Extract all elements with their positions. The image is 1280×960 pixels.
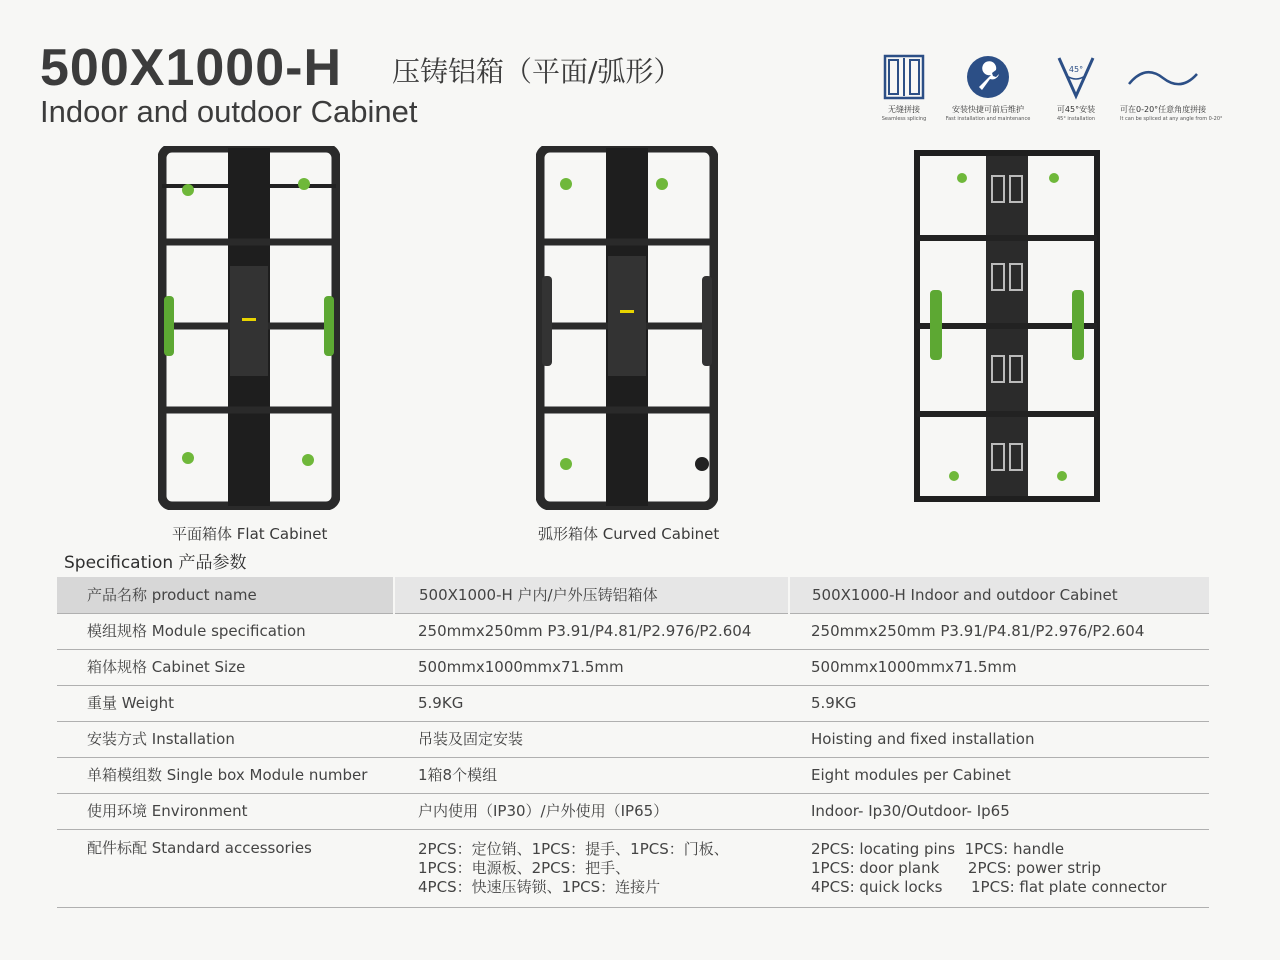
accessories-en: 2PCS: locating pins 1PCS: handle 1PCS: door plank 2PCS: power strip 4PCS: quick locks 1PCS: flat plate connector bbox=[789, 829, 1209, 907]
row-value-en: 500mmx1000mmx71.5mm bbox=[789, 649, 1209, 685]
row-label: 配件标配 Standard accessories bbox=[57, 829, 394, 907]
row-value-cn: 500mmx1000mmx71.5mm bbox=[394, 649, 789, 685]
header-cell: 500X1000-H Indoor and outdoor Cabinet bbox=[789, 577, 1209, 613]
angle-45-icon bbox=[1053, 54, 1099, 100]
curved-cabinet-image bbox=[536, 146, 718, 510]
row-value-en: 250mmx250mm P3.91/P4.81/P2.976/P2.604 bbox=[789, 613, 1209, 649]
row-value-cn: 户内使用（IP30）/户外使用（IP65） bbox=[394, 793, 789, 829]
feature-icons bbox=[864, 54, 1223, 130]
accessories-cn: 2PCS：定位销、1PCS：提手、1PCS：门板、 1PCS：电源板、2PCS：把手、 4PCS：快速压铸锁、1PCS：连接片 bbox=[394, 829, 789, 907]
seamless-splicing-icon bbox=[881, 54, 927, 100]
row-label: 安装方式 Installation bbox=[57, 721, 394, 757]
header-cell: 500X1000-H 户内/户外压铸铝箱体 bbox=[394, 577, 789, 613]
product-title-cn: 压铸铝箱（平面/弧形） bbox=[392, 55, 682, 88]
header-cell: 产品名称 product name bbox=[57, 577, 394, 613]
feature-curve-splice: 可在0-20°任意角度拼接 It can be spliced at any angle from 0-20° bbox=[1120, 54, 1206, 122]
table-row bbox=[57, 721, 1209, 757]
row-value-en: Indoor- Ip30/Outdoor- Ip65 bbox=[789, 793, 1209, 829]
row-value-cn: 1箱8个模组 bbox=[394, 757, 789, 793]
table-row bbox=[57, 793, 1209, 829]
table-row-accessories bbox=[57, 829, 1209, 907]
spec-section-title: Specification 产品参数 bbox=[64, 553, 247, 573]
table-row bbox=[57, 613, 1209, 649]
feature-maintenance: 安装快捷可前后维护 Fast installation and maintenance bbox=[945, 54, 1031, 122]
flat-cabinet-image bbox=[158, 146, 340, 510]
wrench-icon bbox=[965, 54, 1011, 100]
row-value-cn: 250mmx250mm P3.91/P4.81/P2.976/P2.604 bbox=[394, 613, 789, 649]
wave-icon bbox=[1125, 54, 1201, 100]
table-row bbox=[57, 685, 1209, 721]
feature-seamless: 无缝拼接 Seamless splicing bbox=[861, 54, 947, 122]
row-value-en: 5.9KG bbox=[789, 685, 1209, 721]
product-title-en: Indoor and outdoor Cabinet bbox=[40, 94, 418, 129]
row-label: 模组规格 Module specification bbox=[57, 613, 394, 649]
spec-table bbox=[57, 577, 1209, 908]
cabinet-back-image bbox=[914, 150, 1100, 502]
row-value-cn: 吊装及固定安装 bbox=[394, 721, 789, 757]
row-value-en: Hoisting and fixed installation bbox=[789, 721, 1209, 757]
table-row bbox=[57, 649, 1209, 685]
row-label: 单箱模组数 Single box Module number bbox=[57, 757, 394, 793]
svg-text:45°: 45° bbox=[1068, 65, 1084, 74]
flat-cabinet-caption: 平面箱体 Flat Cabinet bbox=[172, 525, 328, 543]
table-header-row bbox=[57, 577, 1209, 613]
row-label: 重量 Weight bbox=[57, 685, 394, 721]
row-label: 箱体规格 Cabinet Size bbox=[57, 649, 394, 685]
product-model-title: 500X1000-H bbox=[40, 39, 342, 97]
curved-cabinet-caption: 弧形箱体 Curved Cabinet bbox=[538, 525, 720, 543]
row-label: 使用环境 Environment bbox=[57, 793, 394, 829]
feature-45-install: 45° 可45°安装 45° installation bbox=[1033, 54, 1119, 122]
table-row bbox=[57, 757, 1209, 793]
row-value-en: Eight modules per Cabinet bbox=[789, 757, 1209, 793]
row-value-cn: 5.9KG bbox=[394, 685, 789, 721]
